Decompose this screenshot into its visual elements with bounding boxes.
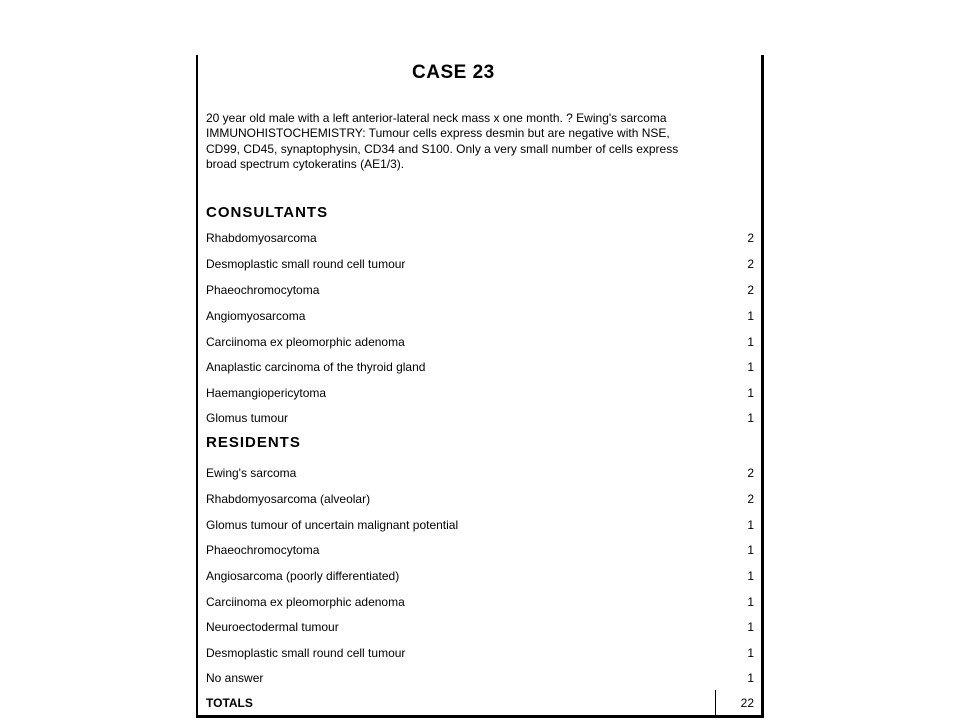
diagnosis-count: 1	[747, 386, 754, 400]
diagnosis-label: Angiosarcoma (poorly differentiated)	[206, 569, 400, 583]
table-row	[206, 543, 754, 557]
diagnosis-count: 2	[747, 466, 754, 480]
diagnosis-count: 1	[747, 335, 754, 349]
diagnosis-label: Desmoplastic small round cell tumour	[206, 646, 406, 660]
table-row	[206, 411, 754, 425]
diagnosis-count: 1	[747, 569, 754, 583]
consultants-heading: CONSULTANTS	[206, 204, 329, 221]
case-table-bottom-border	[196, 715, 764, 718]
diagnosis-label: Carciinoma ex pleomorphic adenoma	[206, 335, 405, 349]
table-row	[206, 492, 754, 506]
table-row	[206, 335, 754, 349]
diagnosis-count: 2	[747, 283, 754, 297]
diagnosis-count: 1	[747, 309, 754, 323]
case-history-text: 20 year old male with a left anterior-lateral neck mass x one month. ? Ewing's sarcoma	[206, 111, 667, 125]
immunohistochemistry-text: IMMUNOHISTOCHEMISTRY: Tumour cells express desmin but are negative with NSE, CD99, CD45, synaptophysin, CD34 and S100. Only a very small number of cells express broad spectrum cytokeratins (AE1/3).	[206, 126, 679, 172]
diagnosis-label: Glomus tumour	[206, 411, 289, 425]
case-description	[206, 111, 692, 173]
diagnosis-count: 1	[747, 646, 754, 660]
table-row	[206, 466, 754, 480]
table-row	[206, 257, 754, 271]
diagnosis-label: Rhabdomyosarcoma (alveolar)	[206, 492, 371, 506]
diagnosis-label: Glomus tumour of uncertain malignant potential	[206, 518, 459, 532]
diagnosis-count: 1	[747, 671, 754, 685]
totals-value: 22	[740, 696, 754, 710]
table-row	[206, 231, 754, 245]
diagnosis-count: 1	[747, 518, 754, 532]
table-row	[206, 518, 754, 532]
case-title: CASE 23	[412, 62, 495, 83]
table-row	[206, 386, 754, 400]
table-row	[206, 283, 754, 297]
diagnosis-label: Angiomyosarcoma	[206, 309, 306, 323]
diagnosis-count: 2	[747, 231, 754, 245]
diagnosis-label: Phaeochromocytoma	[206, 283, 320, 297]
totals-label: TOTALS	[206, 696, 253, 710]
diagnosis-count: 1	[747, 595, 754, 609]
diagnosis-label: No answer	[206, 671, 264, 685]
diagnosis-count: 1	[747, 543, 754, 557]
table-row	[206, 646, 754, 660]
diagnosis-label: Neuroectodermal tumour	[206, 620, 339, 634]
diagnosis-count: 1	[747, 411, 754, 425]
table-row	[206, 620, 754, 634]
table-row	[206, 360, 754, 374]
diagnosis-label: Phaeochromocytoma	[206, 543, 320, 557]
table-row	[206, 309, 754, 323]
diagnosis-label: Anaplastic carcinoma of the thyroid gland	[206, 360, 426, 374]
diagnosis-count: 1	[747, 620, 754, 634]
diagnosis-count: 2	[747, 257, 754, 271]
diagnosis-count: 2	[747, 492, 754, 506]
diagnosis-label: Rhabdomyosarcoma	[206, 231, 317, 245]
diagnosis-label: Haemangiopericytoma	[206, 386, 327, 400]
totals-divider	[715, 690, 716, 717]
table-row	[206, 671, 754, 685]
diagnosis-count: 1	[747, 360, 754, 374]
diagnosis-label: Carciinoma ex pleomorphic adenoma	[206, 595, 405, 609]
diagnosis-label: Desmoplastic small round cell tumour	[206, 257, 406, 271]
table-row	[206, 569, 754, 583]
residents-heading: RESIDENTS	[206, 434, 301, 451]
table-row	[206, 595, 754, 609]
diagnosis-label: Ewing's sarcoma	[206, 466, 297, 480]
